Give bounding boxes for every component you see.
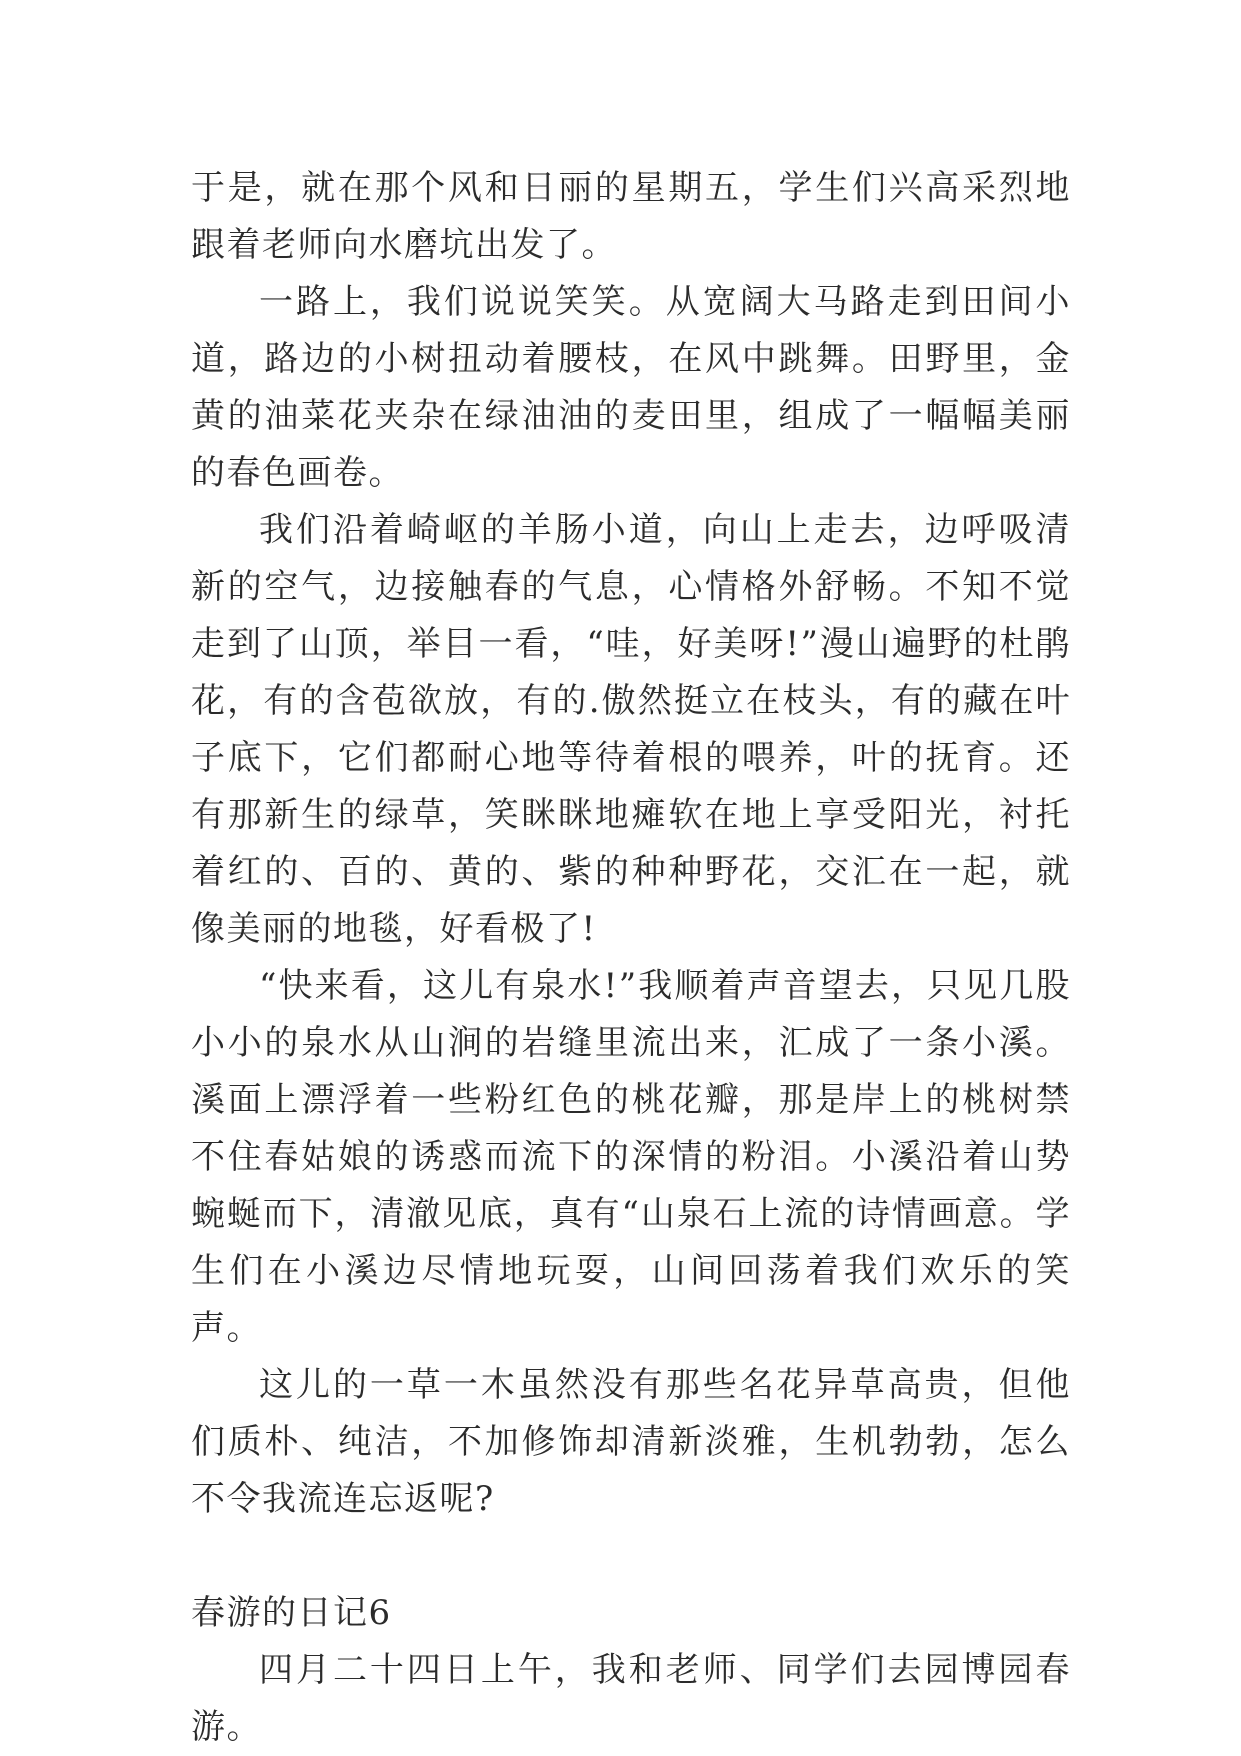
paragraph-5: 这儿的一草一木虽然没有那些名花异草高贵，但他们质朴、纯洁，不加修饰却清新淡雅，生机勃勃，怎么不令我流连忘返呢? [191, 1365, 1071, 1519]
section-paragraph-1: 四月二十四日上午，我和老师、同学们去园博园春游。 [191, 1650, 1071, 1747]
document-page [191, 160, 1071, 1756]
paragraph-4: “快来看，这儿有泉水!”我顺着声音望去，只见几股小小的泉水从山涧的岩缝里流出来，汇成了一条小溪。溪面上漂浮着一些粉红色的桃花瓣，那是岸上的桃树禁不住春姑娘的诱惑而流下的深情的粉泪。小溪沿着山势蜿蜒而下，清澈见底，真有“山泉石上流的诗情画意。学生们在小溪边尽情地玩耍，山间回荡着我们欢乐的笑声。 [191, 966, 1071, 1348]
paragraph-2: 一路上，我们说说笑笑。从宽阔大马路走到田间小道，路边的小树扭动着腰枝，在风中跳舞。田野里，金黄的油菜花夹杂在绿油油的麦田里，组成了一幅幅美丽的春色画卷。 [191, 282, 1071, 493]
paragraph-3: 我们沿着崎岖的羊肠小道，向山上走去，边呼吸清新的空气，边接触春的气息，心情格外舒畅。不知不觉走到了山顶，举目一看，“哇，好美呀!”漫山遍野的杜鹃花，有的含苞欲放，有的.傲然挺立在枝头，有的藏在叶子底下，它们都耐心地等待着根的喂养，叶的抚育。还有那新生的绿草，笑眯眯地瘫软在地上享受阳光，衬托着红的、百的、黄的、紫的种种野花，交汇在一起，就像美丽的地毯，好看极了! [191, 510, 1071, 949]
section-title: 春游的日记6 [191, 1593, 392, 1633]
section-spacer [191, 1528, 1071, 1585]
paragraph-1: 于是，就在那个风和日丽的星期五，学生们兴高采烈地跟着老师向水磨坑出发了。 [191, 168, 1071, 265]
